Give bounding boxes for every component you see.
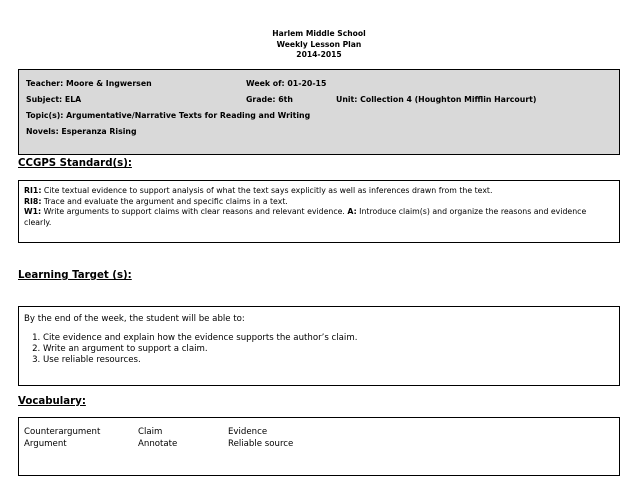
teacher-field: Teacher: Moore & Ingwersen — [26, 79, 152, 88]
standard-w1 — [24, 207, 614, 228]
topic-field: Topic(s): Argumentative/Narrative Texts for Reading and Writing — [26, 111, 311, 120]
learning-target-list — [24, 333, 614, 366]
week-field: Week of: 01-20-15 — [246, 79, 327, 88]
standard-code: W1: — [24, 207, 42, 217]
standard-code: RI1: — [24, 186, 42, 195]
vocab-word: Annotate — [138, 439, 178, 449]
novels-field: Novels: Esperanza Rising — [26, 127, 137, 136]
standard-text: Cite textual evidence to support analysis of what the text says explicitly as well as inferences drawn from the text. — [41, 186, 493, 195]
plan-title: Weekly Lesson Plan — [276, 39, 362, 49]
standard-ri8 — [24, 197, 614, 208]
unit-field: Unit: Collection 4 (Houghton Mifflin Harcourt) — [336, 95, 537, 104]
list-item: 2. Write an argument to support a claim. — [43, 344, 614, 355]
grade-field: Grade: 6th — [246, 95, 293, 104]
standard-ri1 — [24, 186, 614, 197]
standards-box — [18, 180, 620, 243]
standards-heading: CCGPS Standard(s): — [18, 158, 132, 169]
school-year: 2014-2015 — [296, 50, 342, 59]
learning-target-box — [18, 306, 620, 386]
learning-target-intro: By the end of the week, the student will be able to: — [24, 314, 245, 324]
standard-text: Trace and evaluate the argument and specific claims in a text. — [41, 196, 288, 206]
lesson-info-box — [18, 69, 620, 155]
standard-code: RI8: — [24, 196, 42, 206]
vocab-word: Claim — [138, 427, 163, 437]
school-name: Harlem Middle School — [272, 29, 366, 38]
vocab-word: Evidence — [228, 427, 268, 437]
subject-field: Subject: ELA — [26, 95, 82, 104]
learning-target-heading: Learning Target (s): — [18, 270, 132, 281]
vocab-word: Counterargument — [24, 427, 101, 437]
vocabulary-heading: Vocabulary: — [18, 396, 86, 407]
document-header — [0, 29, 638, 61]
list-item: 1. Cite evidence and explain how the evidence supports the author’s claim. — [43, 333, 614, 344]
vocabulary-box — [18, 417, 620, 476]
standard-text: Introduce claim(s) and organize the reasons and evidence clearly. — [24, 207, 587, 227]
vocab-word: Argument — [24, 439, 67, 449]
list-item: 3. Use reliable resources. — [43, 355, 614, 366]
standard-code: A: — [347, 207, 357, 217]
standard-text: Write arguments to support claims with clear reasons and relevant evidence. — [41, 207, 348, 217]
vocab-word: Reliable source — [228, 439, 294, 449]
